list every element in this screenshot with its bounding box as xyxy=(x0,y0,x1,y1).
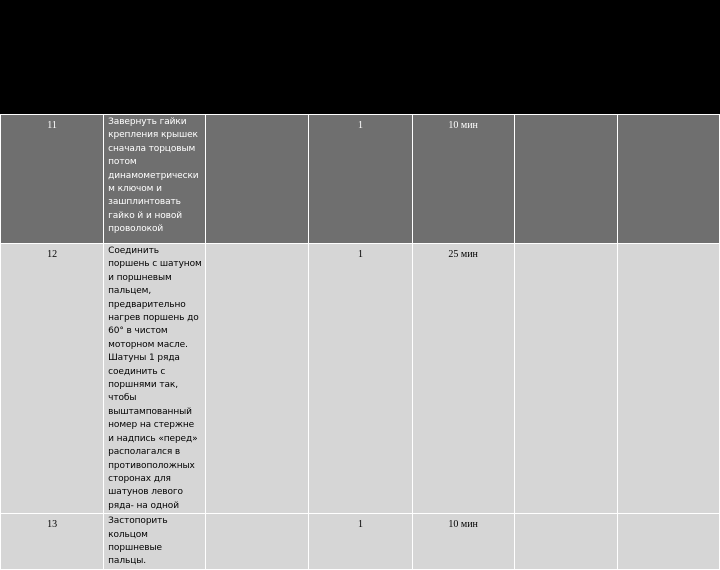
empty-cell xyxy=(514,514,617,570)
table-row xyxy=(1,115,720,244)
time-cell xyxy=(412,115,514,244)
process-steps-table xyxy=(0,114,720,570)
step-number-cell xyxy=(1,244,104,514)
step-description-cell xyxy=(104,115,206,244)
step-quantity: 1 xyxy=(357,249,363,260)
step-description-cell xyxy=(104,244,206,514)
step-time: 10 мин xyxy=(448,519,478,531)
step-time: 10 мин xyxy=(448,120,478,131)
empty-cell xyxy=(206,115,309,244)
quantity-cell xyxy=(309,514,412,570)
table-row xyxy=(1,514,720,570)
quantity-cell xyxy=(309,244,412,514)
step-number: 11 xyxy=(47,120,57,131)
step-quantity: 1 xyxy=(357,120,363,131)
empty-cell xyxy=(206,244,309,514)
step-description: Завернуть гайки крепления крышек сначала торцовым потом динамометрически м ключом и зашплинтовать гайко й и новой проволокой xyxy=(108,117,199,235)
empty-cell xyxy=(514,244,617,514)
step-description: Соединить поршень с шатуном и поршневым пальцем, предварительно нагрев поршень до 60° в чистом моторном масле. Шатуны 1 ряда соединить с поршнями так, чтобы выштампованный номер на стержне и надпись «перед» располагался в противоположных сторонах для шатунов левого ряда- на одной xyxy=(108,246,202,511)
step-description: Застопорить кольцом поршневые пальцы. xyxy=(108,516,168,567)
time-cell xyxy=(412,244,514,514)
empty-cell xyxy=(514,115,617,244)
step-description-cell xyxy=(104,514,206,570)
step-number: 12 xyxy=(47,249,58,260)
empty-cell xyxy=(206,514,309,570)
step-number: 13 xyxy=(47,519,58,531)
time-cell xyxy=(412,514,514,570)
empty-cell xyxy=(617,115,719,244)
step-number-cell xyxy=(1,115,104,244)
step-number-cell xyxy=(1,514,104,570)
step-time: 25 мин xyxy=(448,249,478,260)
quantity-cell xyxy=(309,115,412,244)
header-band xyxy=(0,0,720,114)
step-quantity: 1 xyxy=(357,519,363,531)
empty-cell xyxy=(617,244,719,514)
empty-cell xyxy=(617,514,719,570)
table-row xyxy=(1,244,720,514)
